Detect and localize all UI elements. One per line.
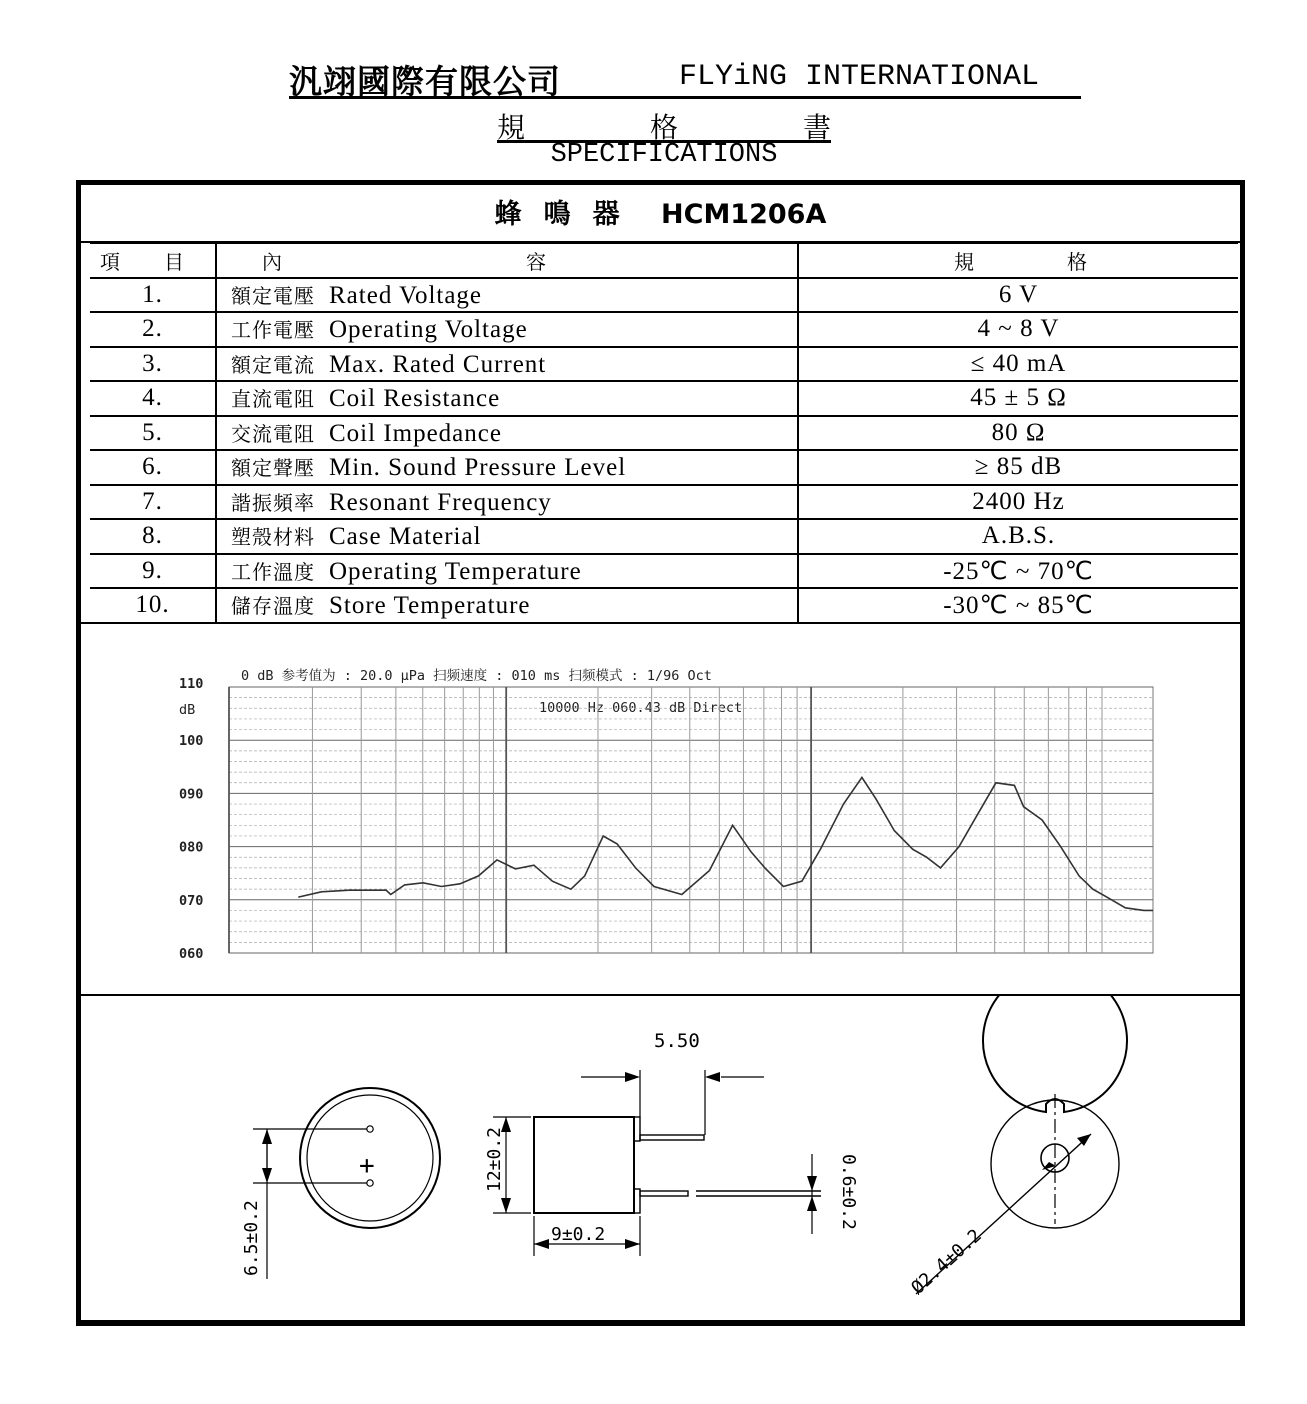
spec-item-cn: 額定聲壓 — [231, 456, 315, 481]
spec-row — [90, 381, 1238, 416]
plot-frame — [229, 687, 1153, 953]
spec-row-item — [216, 554, 798, 589]
spec-item-en: Store Temperature — [329, 592, 531, 620]
chart-header-text: 0 dB 参考值为 : 20.0 μPa 扫频速度 : 010 ms 扫频模式 : 1/96 Oct — [241, 668, 712, 684]
spec-row-value: A.B.S. — [798, 519, 1238, 554]
spec-item-en: Max. Rated Current — [329, 350, 547, 378]
spec-row-item — [216, 485, 798, 520]
spec-item-cn: 交流電阻 — [231, 421, 315, 446]
spec-row-item — [216, 519, 798, 554]
spec-row — [90, 347, 1238, 382]
spec-item-cn: 額定電流 — [231, 352, 315, 377]
company-name-cn: 汎翊國際有限公司 — [289, 62, 561, 101]
spec-item-cn: 工作電壓 — [231, 318, 315, 343]
spec-row-number: 3. — [90, 347, 216, 382]
y-tick-label: 060 — [179, 946, 204, 962]
spec-row-value: 2400 Hz — [798, 485, 1238, 520]
spec-row — [90, 450, 1238, 485]
spec-item-en: Rated Voltage — [329, 281, 483, 309]
header-text: 目 — [164, 249, 185, 274]
product-model: HCM1206A — [661, 199, 827, 230]
side-view-body — [534, 1117, 634, 1213]
header-spec — [798, 243, 1238, 278]
doc-title-char: 規 — [497, 111, 526, 144]
spec-row — [90, 554, 1238, 589]
spec-item-en: Operating Temperature — [329, 557, 582, 585]
spec-row — [90, 278, 1238, 313]
spec-row-value: 45 ± 5 Ω — [798, 381, 1238, 416]
spec-item-cn: 諧振頻率 — [231, 490, 315, 515]
document-title — [497, 106, 831, 143]
spec-table-header — [90, 243, 1238, 278]
spec-row — [90, 588, 1238, 623]
spec-item-cn: 直流電阻 — [231, 387, 315, 412]
dimension-drawing — [81, 994, 1240, 1324]
spec-row-number: 4. — [90, 381, 216, 416]
lead-upper — [640, 1135, 704, 1140]
pin-hole — [367, 1126, 373, 1132]
spec-item-en: Resonant Frequency — [329, 488, 552, 516]
dim-lead-spacing: 5.50 — [654, 1030, 700, 1052]
spec-row-number: 8. — [90, 519, 216, 554]
spec-row-number: 2. — [90, 312, 216, 347]
spec-row-item — [216, 278, 798, 313]
dim-height: 12±0.2 — [484, 1126, 505, 1192]
doc-title-char: 書 — [802, 111, 831, 144]
spec-row-value: 4 ~ 8 V — [798, 312, 1238, 347]
dim-lead-dia: 0.6±0.2 — [838, 1154, 859, 1230]
spec-table — [90, 242, 1238, 624]
y-unit-label: dB — [179, 702, 196, 718]
product-title — [81, 185, 1240, 243]
product-name-cn: 蜂鳴器 — [494, 199, 642, 230]
dim-hole-dia: Ø2.4±0.2 — [907, 1225, 986, 1299]
frequency-response-plot — [81, 624, 1240, 994]
lead-lower — [640, 1191, 688, 1196]
spec-row — [90, 519, 1238, 554]
y-tick-label: 080 — [179, 839, 204, 856]
company-name-en: FLYiNG INTERNATIONAL — [679, 60, 1040, 94]
spec-item-cn: 額定電壓 — [231, 283, 315, 308]
spec-item-en: Case Material — [329, 523, 482, 551]
spec-item-cn: 塑殼材料 — [231, 525, 315, 550]
spec-row-number: 1. — [90, 278, 216, 313]
spec-row-value: 6 V — [798, 278, 1238, 313]
spec-item-en: Operating Voltage — [329, 316, 528, 344]
spec-row-item — [216, 312, 798, 347]
spec-item-en: Min. Sound Pressure Level — [329, 454, 627, 482]
frequency-response-chart — [81, 622, 1240, 996]
spec-item-cn: 工作溫度 — [231, 559, 315, 584]
y-tick-label: 070 — [179, 892, 204, 909]
spec-row — [90, 416, 1238, 451]
spec-row-number: 7. — [90, 485, 216, 520]
y-tick-label: 090 — [179, 786, 204, 803]
company-header — [289, 56, 1081, 99]
spec-row — [90, 485, 1238, 520]
header-item-no — [90, 243, 216, 278]
spec-row-number: 9. — [90, 554, 216, 589]
spec-row-item — [216, 450, 798, 485]
spec-row-item — [216, 381, 798, 416]
y-tick-label: 100 — [179, 733, 204, 750]
spec-sheet-frame — [76, 180, 1245, 1326]
spec-row-value: -30℃ ~ 85℃ — [798, 588, 1238, 623]
response-curve — [298, 777, 1153, 910]
chart-cursor-text: 10000 Hz 060.43 dB Direct — [539, 700, 743, 716]
spec-row-item — [216, 588, 798, 623]
spec-row-number: 6. — [90, 450, 216, 485]
header-text: 格 — [1067, 249, 1088, 274]
spec-row-value: 80 Ω — [798, 416, 1238, 451]
header-text: 內 — [262, 249, 283, 274]
document-subtitle: SPECIFICATIONS — [550, 140, 778, 170]
spec-row-item — [216, 416, 798, 451]
spec-item-en: Coil Resistance — [329, 385, 501, 413]
spec-row-item — [216, 347, 798, 382]
polarity-mark: + — [359, 1151, 375, 1181]
header-content — [216, 243, 798, 278]
spec-row-value: -25℃ ~ 70℃ — [798, 554, 1238, 589]
spec-row-number: 5. — [90, 416, 216, 451]
dimension-drawing-svg — [81, 994, 1240, 1324]
spec-row-value: ≥ 85 dB — [798, 450, 1238, 485]
header-text: 規 — [954, 249, 975, 274]
spec-item-cn: 儲存溫度 — [231, 594, 315, 619]
spec-row-value: ≤ 40 mA — [798, 347, 1238, 382]
spec-row-number: 10. — [90, 588, 216, 623]
header-text: 項 — [100, 249, 121, 274]
dim-width: 9±0.2 — [551, 1224, 606, 1245]
spec-row — [90, 312, 1238, 347]
y-tick-label: 110 — [179, 676, 204, 692]
spec-item-en: Coil Impedance — [329, 419, 502, 447]
dim-pin-pitch: 6.5±0.2 — [241, 1200, 262, 1276]
doc-title-char: 格 — [649, 111, 678, 144]
header-text: 容 — [526, 249, 547, 274]
